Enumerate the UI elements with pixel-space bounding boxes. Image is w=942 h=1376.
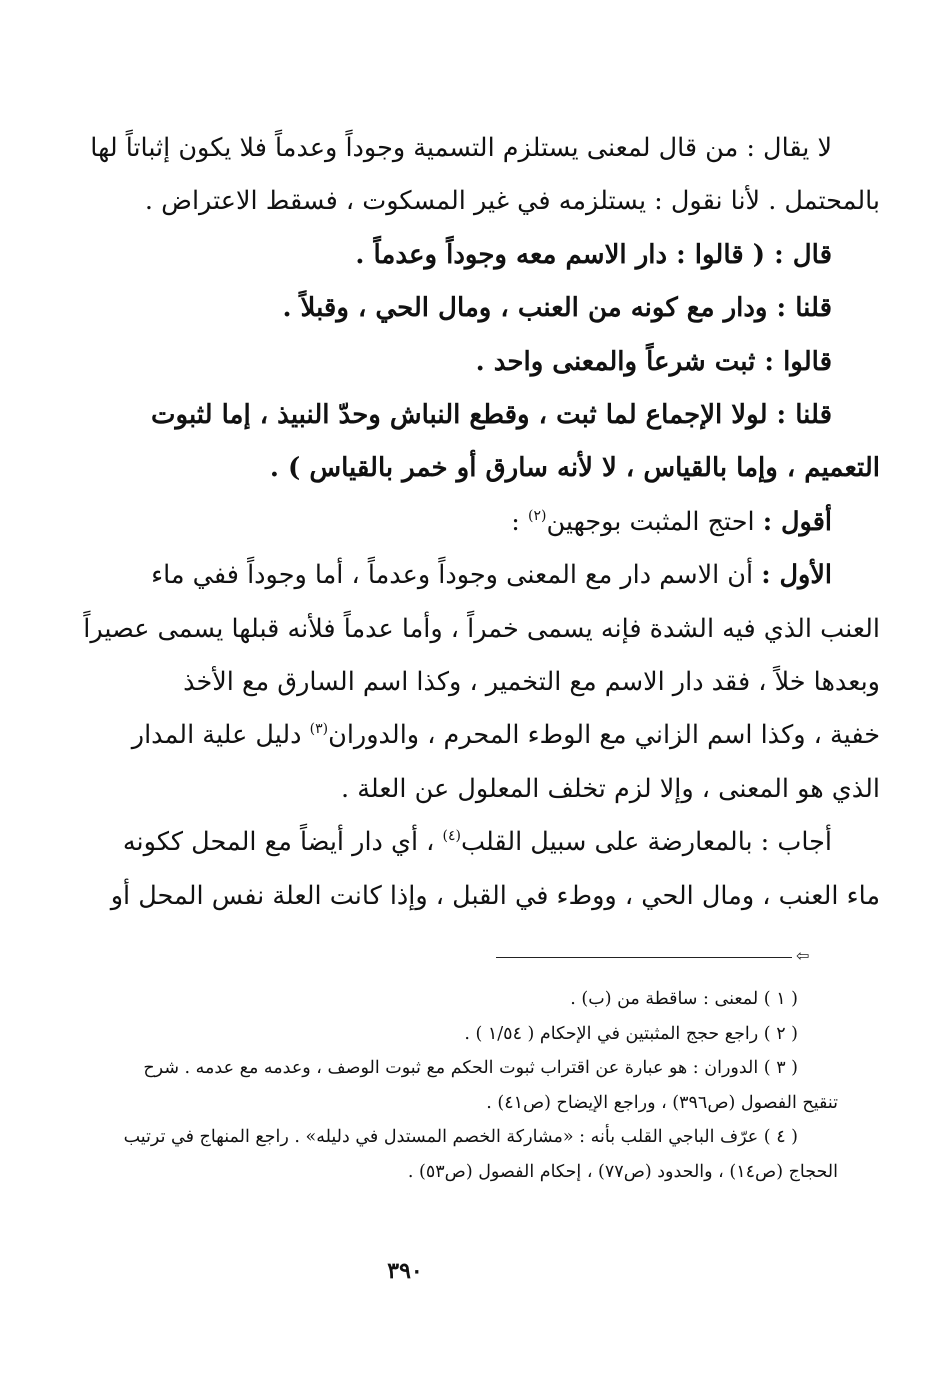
text-line: ماء العنب ، ومال الحي ، ووطء في القبل ، وإذا كانت العلة نفس المحل أو — [110, 880, 880, 911]
quoted-line: قلنا : ودار مع كونه من العنب ، ومال الحي ، وقبلاً . — [282, 293, 832, 324]
footnote: تنقيح الفصول (ص٣٩٦) ، وراجع الإيضاح (ص٤١) . — [486, 1092, 838, 1113]
paragraph-lead: أقول : — [762, 506, 832, 537]
quoted-line: التعميم ، وإما بالقياس ، لا لأنه سارق أو خمر بالقياس ) . — [269, 453, 880, 484]
footnote-ref: (٤) — [442, 828, 461, 845]
text-line — [46, 549, 880, 602]
continuation-arrow-icon: ⇦ — [796, 946, 810, 965]
quoted-line: قالوا : ثبت شرعاً والمعنى واحد . — [475, 346, 832, 377]
text-span: خفية ، وكذا اسم الزاني مع الوطء المحرم ، والدوران — [328, 720, 880, 751]
text-line — [46, 816, 880, 869]
paragraph-lead: الأول : — [761, 560, 832, 591]
text-span: أن الاسم دار مع المعنى وجوداً وعدماً ، أما وجوداً ففي ماء — [151, 560, 754, 591]
text-line: العنب الذي فيه الشدة فإنه يسمى خمراً ، وأما عدماً فلأنه قبلها يسمى عصيراً — [83, 613, 880, 644]
footnote-ref: (٢) — [528, 507, 547, 524]
quoted-line — [46, 229, 880, 282]
text-line: بالمحتمل . لأنا نقول : يستلزمه في غير المسكوت ، فسقط الاعتراض . — [144, 186, 880, 217]
footnote-divider — [496, 957, 792, 958]
footnote: ( ٢ ) راجع حجج المثبتين في الإحكام ( ١/٥٤ ) . — [464, 1023, 798, 1044]
footnote: الحجاج (ص١٤) ، والحدود (ص٧٧) ، إحكام الفصول (ص٥٣) . — [407, 1161, 838, 1182]
text-span: : — [511, 506, 520, 537]
footnote-ref: (٣) — [309, 721, 329, 738]
footnote: ( ٤ ) عرّف الباجي القلب بأنه : «مشاركة الخصم المستدل في دليله» . راجع المنهاج في ترتيب — [123, 1127, 798, 1148]
text-line — [46, 709, 880, 762]
text-span: احتج المثبت بوجهين — [546, 506, 755, 537]
quoted-line: قلنا : لولا الإجماع لما ثبت ، وقطع النباش وحدّ النبيذ ، إما لثبوت — [151, 400, 832, 431]
text-span: ، أي دار أيضاً مع المحل ككونه — [122, 827, 435, 858]
text-line: لا يقال : من قال لمعنى يستلزم التسمية وجوداً وعدماً فلا يكون إثباتاً لها — [90, 133, 832, 163]
footnotes — [46, 982, 838, 1190]
main-text — [46, 122, 880, 923]
speaker-label: قال : — [774, 239, 832, 270]
text-span: دليل علية المدار — [131, 720, 302, 751]
footnote: ( ١ ) لمعنى : ساقطة من (ب) . — [570, 989, 798, 1009]
quoted-text: ( قالوا : دار الاسم معه وجوداً وعدماً . — [355, 239, 766, 270]
footnote: ( ٣ ) الدوران : هو عبارة عن اقتراب ثبوت الحكم مع ثبوت الوصف ، وعدمه مع عدمه . شرح — [143, 1058, 798, 1079]
text-line: وبعدها خلاً ، فقد دار الاسم مع التخمير ، وكذا اسم السارق مع الأخذ — [183, 667, 880, 698]
text-span: أجاب : بالمعارضة على سبيل القلب — [460, 827, 832, 858]
page-number: ٣٩٠ — [387, 1258, 423, 1284]
text-line — [46, 496, 880, 549]
text-line: الذي هو المعنى ، وإلا لزم تخلف المعلول عن العلة . — [341, 773, 880, 804]
